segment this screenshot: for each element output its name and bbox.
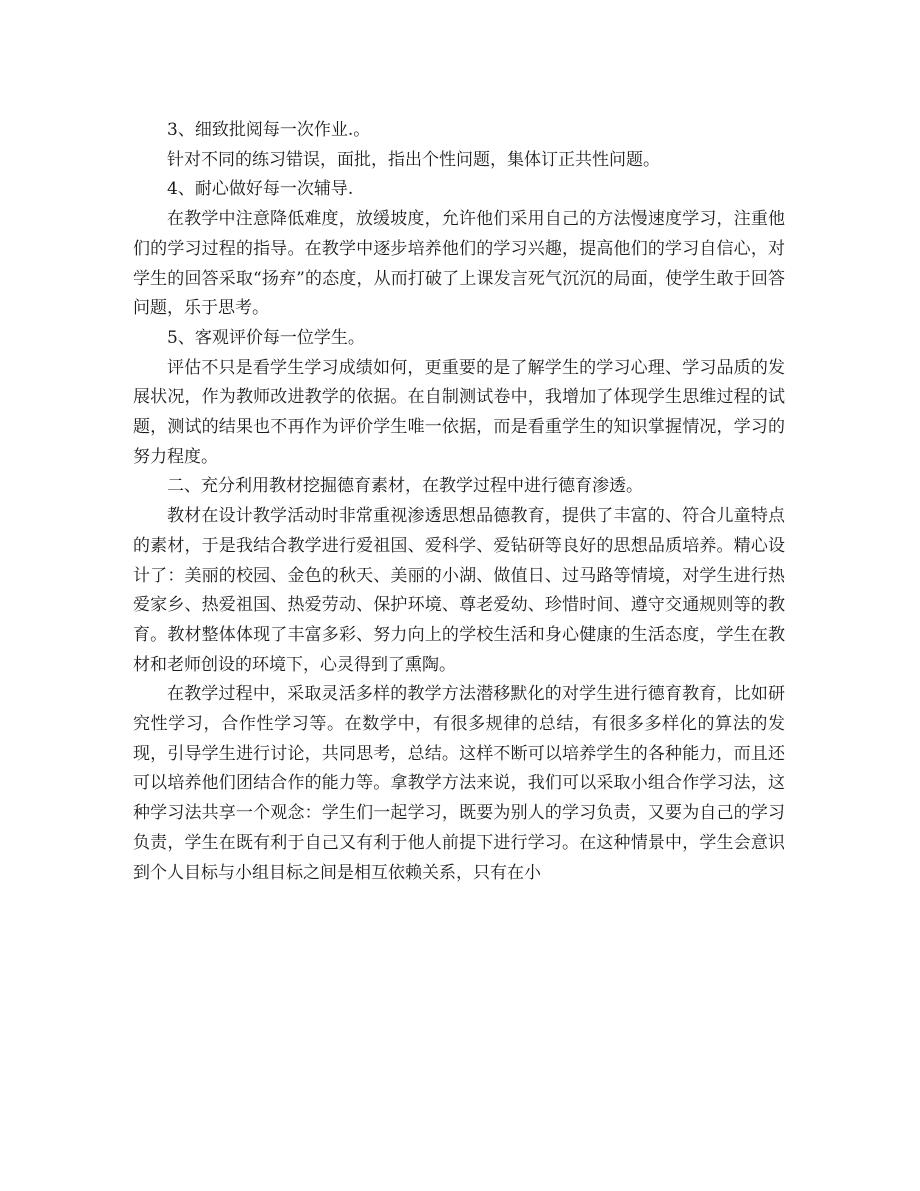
paragraph-tutoring: 在教学中注意降低难度，放缓坡度，允许他们采用自己的方法慢速度学习，注重他们的学习过程的指导。在教学中逐步培养他们的学习兴趣，提高他们的学习自信心，对学生的回答采取“扬弃”的态度，从而打破了上课发言死气沉沉的局面，使学生敢于回答问题，乐于思考。 — [133, 209, 785, 319]
paragraph-item-4-heading: 4、耐心做好每一次辅导. — [167, 179, 354, 200]
paragraph-teaching-methods: 在教学过程中，采取灵活多样的教学方法潜移默化的对学生进行德育教育，比如研究性学习，合作性学习等。在数学中，有很多规律的总结，有很多多样化的算法的发现，引导学生进行讨论，共同思考，总结。这样不断可以培养学生的各种能力，而且还可以培养他们团结合作的能力等。拿教学方法来说，我们可以采取小组合作学习法，这种学习法共享一个观念：学生们一起学习，既要为别人的学习负责，又要为自己的学习负责，学生在既有利于自己又有利于他人前提下进行学习。在这种情景中，学生会意识到个人目标与小组目标之间是相互依赖关系，只有在小 — [133, 684, 785, 883]
paragraph-correction: 针对不同的练习错误，面批，指出个性问题，集体订正共性问题。 — [167, 149, 660, 170]
paragraph-section-2-heading: 二、充分利用教材挖掘德育素材，在教学过程中进行德育渗透。 — [167, 476, 643, 497]
paragraph-item-3-heading: 3、细致批阅每一次作业.。 — [167, 120, 371, 140]
paragraph-evaluation: 评估不只是看学生学习成绩如何，更重要的是了解学生的学习心理、学习品质的发展状况，作为教师改进教学的依据。在自制测试卷中，我增加了体现学生思维过程的试题，测试的结果也不再作为评价学生唯一依据，而是看重学生的知识掌握情况，学习的努力程度。 — [133, 357, 785, 467]
paragraph-moral-education: 教材在设计教学活动时非常重视渗透思想品德教育，提供了丰富的、符合儿童特点的素材，于是我结合教学进行爱祖国、爱科学、爱钻研等良好的思想品质培养。精心设计了：美丽的校园、金色的秋天、美丽的小湖、做值日、过马路等情境，对学生进行热爱家乡、热爱祖国、热爱劳动、保护环境、尊老爱幼、珍惜时间、遵守交通规则等的教育。教材整体体现了丰富多彩、努力向上的学校生活和身心健康的生活态度，学生在教材和老师创设的环境下，心灵得到了熏陶。 — [133, 506, 785, 675]
paragraph-item-5-heading: 5、客观评价每一位学生。 — [167, 327, 365, 348]
document-body — [133, 116, 785, 888]
